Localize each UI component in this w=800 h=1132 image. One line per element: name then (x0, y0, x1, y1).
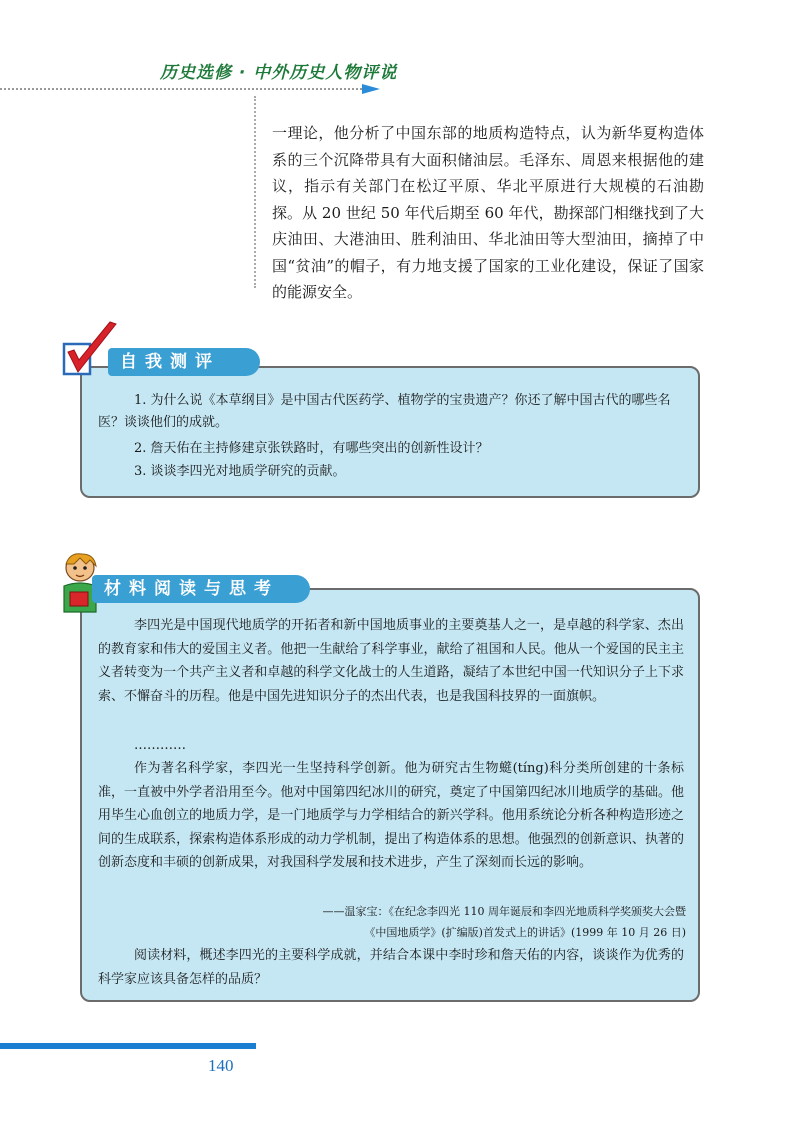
header-title: 历史选修 · 中外历史人物评说 (160, 63, 398, 83)
self-test-title: 自我测评 (108, 348, 260, 376)
intro-paragraph: 一理论，他分析了中国东部的地质构造特点，认为新华夏构造体系的三个沉降带具有大面积储油层。毛泽东、周恩来根据他的建议，指示有关部门在松辽平原、华北平原进行大规模的石油勘探。从 20 世纪 50 年代后期至 60 年代，勘探部门相继找到了大庆油田、大港油田、胜利油田、华北油田等大型油田，摘掉了中国“贫油”的帽子，有力地支援了国家的工业化建设，保证了国家的能源安全。 (272, 124, 704, 301)
margin-dotted-line (254, 96, 256, 288)
reading-paragraph-2: 作为著名科学家，李四光一生坚持科学创新。他为研究古生物䗴(tíng)科分类所创建的十条标准，一直被中外学者沿用至今。他对中国第四纪冰川的研究，奠定了中国第四纪冰川地质学的基础。他用毕生心血创立的地质力学，是一门地质学与力学相结合的新兴学科。他用系统论分析各种构造形迹之间的生成联系，探索构造体系形成的动力学机制，提出了构造体系的思想。他强烈的创新意识、执著的创新态度和丰硕的创新成果，对我国科学发展和技术进步，产生了深刻而长远的影响。 (98, 761, 684, 870)
self-test-question-1: 1. 为什么说《本草纲目》是中国古代医药学、植物学的宝贵遗产？你还了解中国古代的哪些名医？谈谈他们的成就。 (98, 393, 671, 430)
citation-line-2: 《中国地质学》(扩编版)首发式上的讲话》(1999 年 10 月 26 日) (364, 926, 686, 939)
header-dotted-rule (0, 88, 362, 90)
reading-ellipsis: ………… (134, 738, 186, 753)
citation-line-1: ——温家宝：《在纪念李四光 110 周年诞辰和李四光地质科学奖颁奖大会暨 (322, 905, 686, 918)
self-test-question-3: 3. 谈谈李四光对地质学研究的贡献。 (134, 464, 346, 479)
reading-paragraph-1: 李四光是中国现代地质学的开拓者和新中国地质事业的主要奠基人之一，是卓越的科学家、杰出的教育家和伟大的爱国主义者。他把一生献给了科学事业，献给了祖国和人民。他从一个爱国的民主主义者转变为一个共产主义者和卓越的科学文化战士的人生道路，凝结了本世纪中国一代知识分子上下求索、不懈奋斗的历程。他是中国先进知识分子的杰出代表，也是我国科技界的一面旗帜。 (98, 618, 684, 704)
footer-bar (0, 1043, 256, 1049)
page-number: 140 (208, 1056, 234, 1075)
self-test-question-2: 2. 詹天佑在主持修建京张铁路时，有哪些突出的创新性设计？ (134, 441, 489, 456)
reading-prompt: 阅读材料，概述李四光的主要科学成就，并结合本课中李时珍和詹天佑的内容，谈谈作为优秀的科学家应该具备怎样的品质？ (98, 948, 684, 987)
arrow-icon (362, 84, 380, 94)
reading-title: 材料阅读与思考 (92, 575, 310, 603)
